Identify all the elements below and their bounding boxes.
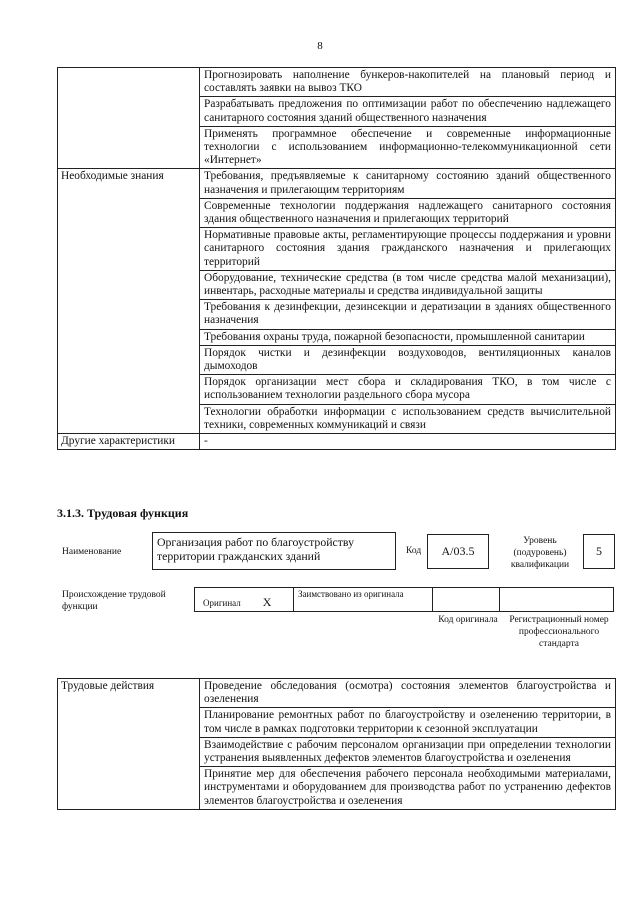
labor-actions-table	[57, 678, 616, 810]
original-mark: X	[262, 595, 272, 609]
row-label: Необходимые знания	[58, 169, 200, 434]
row-content: Планирование ремонтных работ по благоустройству и озеленению территории, в том числе в рамках подготовки территории к сезонной эксплуатации	[200, 708, 616, 737]
row-content: Прогнозировать наполнение бункеров-накопителей на плановый период и составлять заявки на вывоз ТКО	[200, 68, 616, 97]
original-label: Оригинал	[203, 598, 241, 608]
original-cell	[194, 587, 294, 612]
row-content: Требования охраны труда, пожарной безопасности, промышленной санитарии	[200, 329, 616, 345]
code-original-caption: Код оригинала	[438, 615, 498, 625]
table-row	[58, 68, 616, 97]
reg-number-caption: Регистрационный номер профессионального стандарта	[509, 615, 609, 649]
borrowed-cell: Заимствовано из оригинала	[293, 587, 433, 612]
name-label: Наименование	[62, 547, 122, 557]
row-content: -	[200, 434, 616, 450]
code-label: Код	[406, 546, 422, 556]
row-label	[58, 68, 200, 169]
row-content: Применять программное обеспечение и современные информационные технологии с использованием информационно-телекоммуникационной сети «Интернет»	[200, 126, 616, 169]
reg-number-cell	[499, 587, 614, 612]
row-content: Требования, предъявляемые к санитарному состоянию зданий общественного назначения и прилегающим территориям	[200, 169, 616, 198]
origin-label: Происхождение трудовой функции	[62, 590, 166, 612]
code-value: A/03.5	[427, 534, 489, 569]
level-label: Уровень (подуровень) квалификации	[510, 536, 570, 570]
row-content: Современные технологии поддержания надлежащего санитарного состояния здания общественного назначения и прилегающих территорий	[200, 198, 616, 227]
row-content: Порядок организации мест сбора и складирования ТКО, в том числе с использованием технологии раздельного сбора мусора	[200, 375, 616, 404]
origin-row	[195, 587, 614, 612]
level-value: 5	[583, 534, 615, 569]
row-content: Принятие мер для обеспечения рабочего персонала необходимыми материалами, инструментами и оборудованием для производства работ по устранению дефектов элементов благоустройства и озеленения	[200, 767, 616, 810]
row-label: Другие характеристики	[58, 434, 200, 450]
row-content: Технологии обработки информации с использованием средств вычислительной техники, современных коммуникаций и связи	[200, 404, 616, 433]
row-content: Проведение обследования (осмотра) состояния элементов благоустройства и озеленения	[200, 679, 616, 708]
knowledge-skills-table	[57, 67, 616, 450]
row-label: Трудовые действия	[58, 679, 200, 810]
original-code-cell	[432, 587, 500, 612]
row-content: Порядок чистки и дезинфекции воздуховодов, вентиляционных каналов дымоходов	[200, 345, 616, 374]
table-row	[58, 434, 616, 450]
row-content: Разрабатывать предложения по оптимизации работ по обеспечению надлежащего санитарного состояния зданий общественного назначения	[200, 97, 616, 126]
function-name-value: Организация работ по благоустройству территории гражданских зданий	[152, 532, 396, 570]
table-row	[58, 169, 616, 198]
row-content: Взаимодействие с рабочим персоналом организации при определении технологии устранения выявленных дефектов элементов благоустройства и озеленения	[200, 737, 616, 766]
section-title: 3.1.3. Трудовая функция	[57, 506, 189, 520]
table-row	[58, 679, 616, 708]
row-content: Нормативные правовые акты, регламентирующие процессы поддержания и уровни санитарного состояния здания гражданского назначения и прилегающих территорий	[200, 228, 616, 271]
row-content: Требования к дезинфекции, дезинсекции и дератизации в зданиях общественного назначения	[200, 300, 616, 329]
page-number: 8	[317, 40, 323, 52]
row-content: Оборудование, технические средства (в том числе средства малой механизации), инвентарь, расходные материалы и средства индивидуальной защиты	[200, 270, 616, 299]
